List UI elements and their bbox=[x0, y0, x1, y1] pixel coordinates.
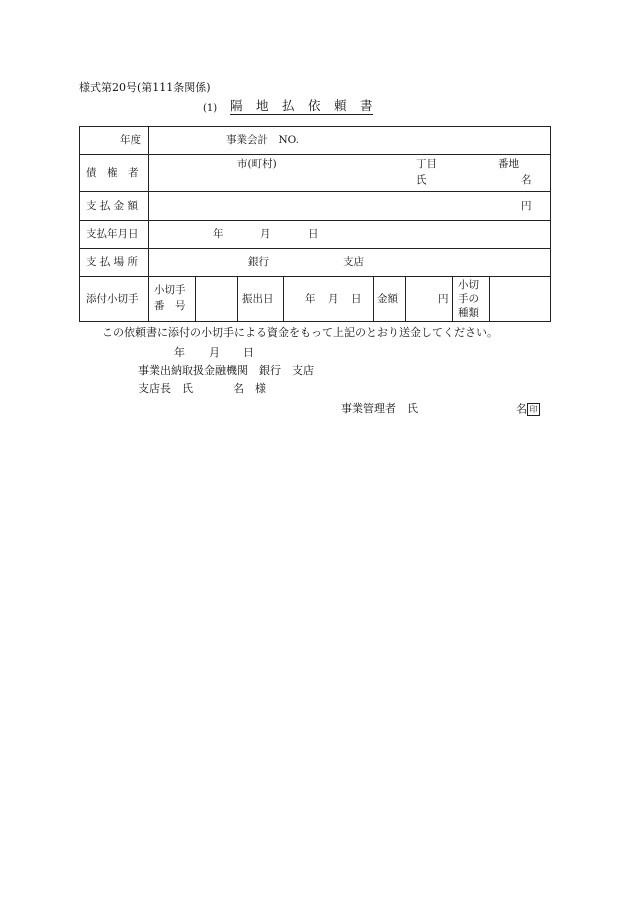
payment-amount-yen: 円 bbox=[521, 200, 532, 212]
creditor-label: 債 権 者 bbox=[86, 167, 139, 179]
payment-date-label: 支払年月日 bbox=[86, 228, 139, 240]
check-number-label-1: 小切手 bbox=[154, 284, 186, 296]
request-statement: この依頼書に添付の小切手による資金をもって上記のとおり送金してください。 bbox=[102, 326, 498, 339]
form-title: 隔 地 払 依 頼 書 bbox=[230, 98, 374, 113]
payment-date-month: 月 bbox=[260, 228, 271, 240]
check-row-divider bbox=[237, 276, 238, 322]
check-type-label-2: 手の bbox=[458, 293, 479, 305]
branch-manager-suffix: 名 様 bbox=[233, 382, 266, 395]
issue-date-label: 振出日 bbox=[242, 293, 274, 305]
check-row-divider bbox=[405, 276, 406, 322]
attached-check-label: 添付小切手 bbox=[86, 293, 139, 305]
payment-place-label: 支 払 場 所 bbox=[86, 256, 139, 268]
request-date-day: 日 bbox=[243, 346, 254, 359]
fiscal-year-label: 年度 bbox=[120, 134, 141, 146]
creditor-shi: 氏 bbox=[416, 174, 427, 186]
check-row-divider bbox=[195, 276, 196, 322]
check-type-label-1: 小切 bbox=[458, 279, 479, 291]
check-number-label-2: 番 号 bbox=[154, 300, 186, 312]
form-number: 様式第20号(第111条関係) bbox=[79, 81, 211, 94]
remittance-form-table bbox=[79, 126, 551, 322]
branch-manager-prefix: 支店長 氏 bbox=[138, 382, 193, 395]
check-row-divider bbox=[373, 276, 374, 322]
account-field: 事業会計 NO. bbox=[226, 134, 300, 146]
check-row-divider bbox=[283, 276, 284, 322]
row-divider bbox=[79, 248, 551, 249]
row-divider bbox=[79, 191, 551, 192]
creditor-chome: 丁目 bbox=[416, 158, 437, 170]
check-row-divider bbox=[452, 276, 453, 322]
row-divider bbox=[79, 154, 551, 155]
financial-institution: 事業出納取扱金融機関 銀行 支店 bbox=[138, 364, 314, 377]
label-column-divider bbox=[148, 126, 149, 322]
check-amount-yen: 円 bbox=[438, 293, 449, 305]
check-row-divider bbox=[489, 276, 490, 322]
manager-suffix: 名 bbox=[516, 402, 527, 416]
check-amount-label: 金額 bbox=[377, 293, 398, 305]
payment-amount-label: 支 払 金 額 bbox=[86, 200, 139, 212]
creditor-city: 市(町村) bbox=[237, 158, 277, 170]
payment-date-day: 日 bbox=[308, 228, 319, 240]
check-type-label-3: 種類 bbox=[458, 307, 479, 319]
creditor-mei: 名 bbox=[521, 174, 532, 186]
manager-signature bbox=[516, 403, 540, 416]
issue-date-field: 年 月 日 bbox=[305, 293, 363, 305]
payment-place-branch: 支店 bbox=[343, 256, 364, 268]
request-date-year: 年 bbox=[174, 346, 185, 359]
request-date-month: 月 bbox=[209, 346, 220, 359]
row-divider bbox=[79, 276, 551, 277]
creditor-banchi: 番地 bbox=[498, 158, 519, 170]
manager-prefix: 事業管理者 氏 bbox=[341, 402, 418, 415]
payment-place-bank: 銀行 bbox=[248, 256, 269, 268]
section-number: (1) bbox=[203, 103, 218, 114]
payment-date-year: 年 bbox=[213, 228, 224, 240]
seal-mark: 印 bbox=[527, 403, 540, 416]
row-divider bbox=[79, 220, 551, 221]
